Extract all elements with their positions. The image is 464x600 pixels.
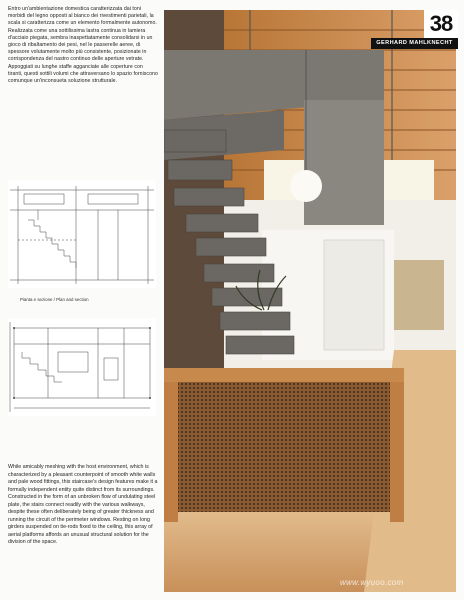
english-body-text: While amicably meshing with the host environment, which is characterized by a pleasant counterpoint of smooth white walls and pale wood fittings, this staircase's design features make it a formally independent entity quite distinct from its surroundings. Constructed in the form of an unbroken flow of undulating steel plate, the stairs connect readily with the various walkways, despite these often deliberately being of greater thickness and running the circuit of the perimeter windows. Resting on long girders suspended on tie-rods fixed to the ceiling, this array of aerial platforms affords an unusual structural solution for the division of the space. (8, 464, 158, 545)
author-tag: GERHARD MAHLKNECHT (371, 38, 458, 49)
section-drawing (8, 180, 156, 288)
drawing-caption: Pianta e sezione / Plan and section (20, 297, 89, 302)
plan-drawing (8, 318, 156, 416)
watermark: www.wyuoo.com (340, 578, 404, 587)
italian-body-text: Entro un'ambientazione domestica caratterizzata dai toni morbidi del legno opposti al bianco dei rivestimenti parietali, la scala si caratterizza come un elemento formalmente autonomo. Realizzata come una sottilissima lastra continua in lamiera d'acciaio piegata, sembra inaspettatamente consolidarsi in un gioco di ribaltamento dei pesi, nel le passerelle aeree, di spessore volutamente molto più consistente, posizionate in corrispondenza del nastro continuo delle aperture vetrate. Appoggiati su lunghe staffe agganciate alle coperture con tiranti, questi sottili volumi che attraversano lo spazio forniscono comunque un'inconsueta soluzione strutturale. (8, 6, 158, 85)
staircase-photo (164, 10, 456, 592)
page-number: 38 (424, 10, 458, 38)
